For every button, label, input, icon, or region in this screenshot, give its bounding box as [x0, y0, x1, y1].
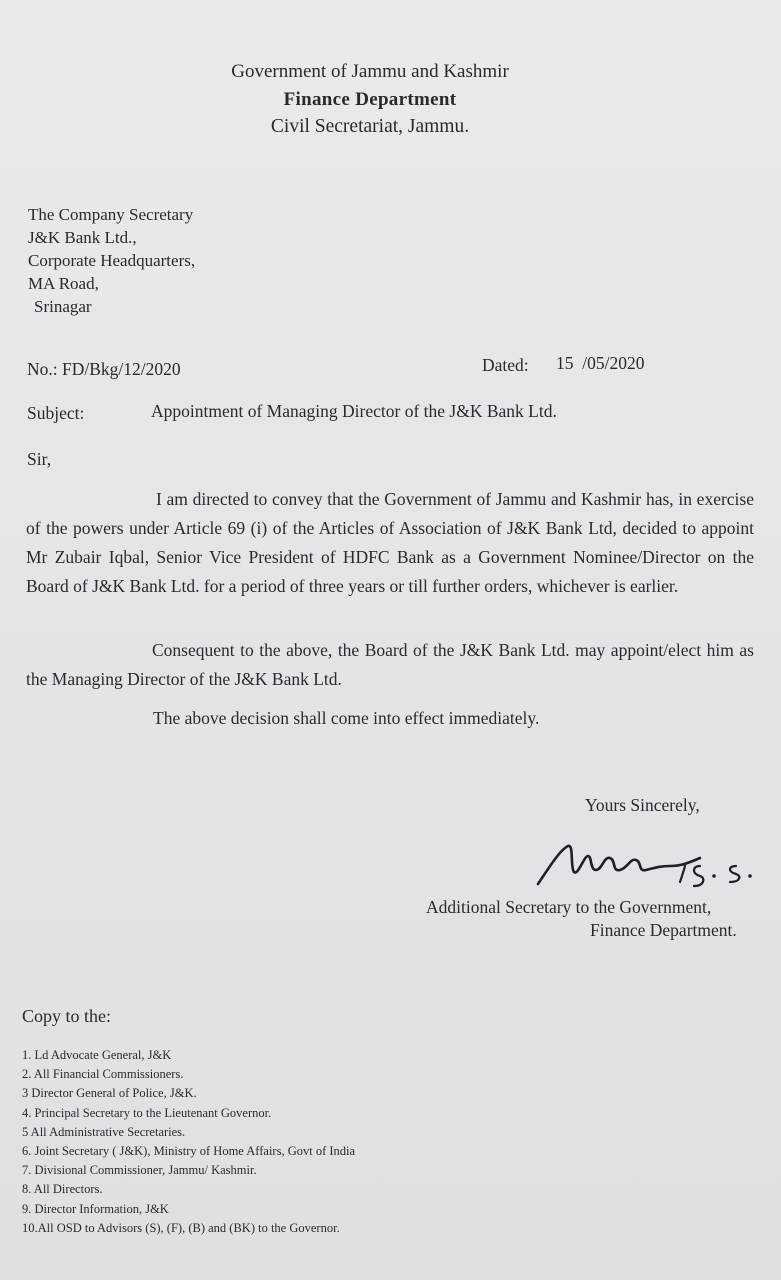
copy-to-item: 10.All OSD to Advisors (S), (F), (B) and (BK) to the Governor.	[22, 1220, 340, 1235]
copy-to-item: 5 All Administrative Secretaries.	[22, 1124, 186, 1139]
subject-text: Appointment of Managing Director of the J&K Bank Ltd.	[151, 401, 557, 421]
copy-to-item: 4. Principal Secretary to the Lieutenant Governor.	[22, 1105, 272, 1120]
copy-to-heading: Copy to the:	[22, 1006, 111, 1026]
copy-to-list	[22, 1046, 355, 1238]
handwritten-signature	[530, 836, 775, 894]
reference-number: No.: FD/Bkg/12/2020	[27, 359, 181, 379]
copy-to-item: 1. Ld Advocate General, J&K	[22, 1048, 172, 1062]
letterhead-department: Finance Department	[283, 89, 457, 110]
recipient-line: Corporate Headquarters,	[28, 251, 196, 270]
subject-label: Subject:	[27, 403, 85, 423]
copy-to-item: 9. Director Information, J&K	[22, 1201, 169, 1216]
copy-to-item: 7. Divisional Commissioner, Jammu/ Kashmir.	[22, 1163, 257, 1178]
body-paragraph: I am directed to convey that the Government of Jammu and Kashmir has, in exercise of the powers under Article 69 (i) of the Articles of Association of J&K Bank Ltd, decided to appoint Mr Zubair Iqbal, Senior Vice President of HDFC Bank as a Government Nominee/Director on the Board of J&K Bank Ltd. for a period of three years or till further orders, whichever is earlier.	[26, 489, 754, 596]
date-label: Dated:	[482, 355, 529, 375]
body-paragraph: The above decision shall come into effect immediately.	[153, 708, 540, 728]
copy-to-item: 2. All Financial Commissioners.	[22, 1067, 184, 1082]
recipient-line: Srinagar	[34, 297, 92, 316]
copy-to-item: 6. Joint Secretary ( J&K), Ministry of Home Affairs, Govt of India	[22, 1144, 356, 1159]
letterhead-address: Civil Secretariat, Jammu.	[270, 116, 470, 137]
recipient-line: J&K Bank Ltd.,	[28, 228, 137, 247]
recipient-line: The Company Secretary	[28, 205, 194, 224]
signatory-department: Finance Department.	[590, 920, 737, 940]
copy-to-item: 8. All Directors.	[22, 1182, 103, 1197]
copy-to-item: 3 Director General of Police, J&K.	[22, 1086, 197, 1101]
signatory-designation: Additional Secretary to the Government,	[426, 897, 712, 917]
salutation: Sir,	[27, 449, 52, 469]
closing: Yours Sincerely,	[585, 795, 700, 815]
recipient-line: MA Road,	[28, 274, 99, 293]
body-paragraph: Consequent to the above, the Board of the J&K Bank Ltd. may appoint/elect him as the Managing Director of the J&K Bank Ltd.	[26, 640, 754, 689]
letterhead-government: Government of Jammu and Kashmir	[231, 61, 509, 82]
date-value: 15 /05/2020	[556, 353, 645, 373]
